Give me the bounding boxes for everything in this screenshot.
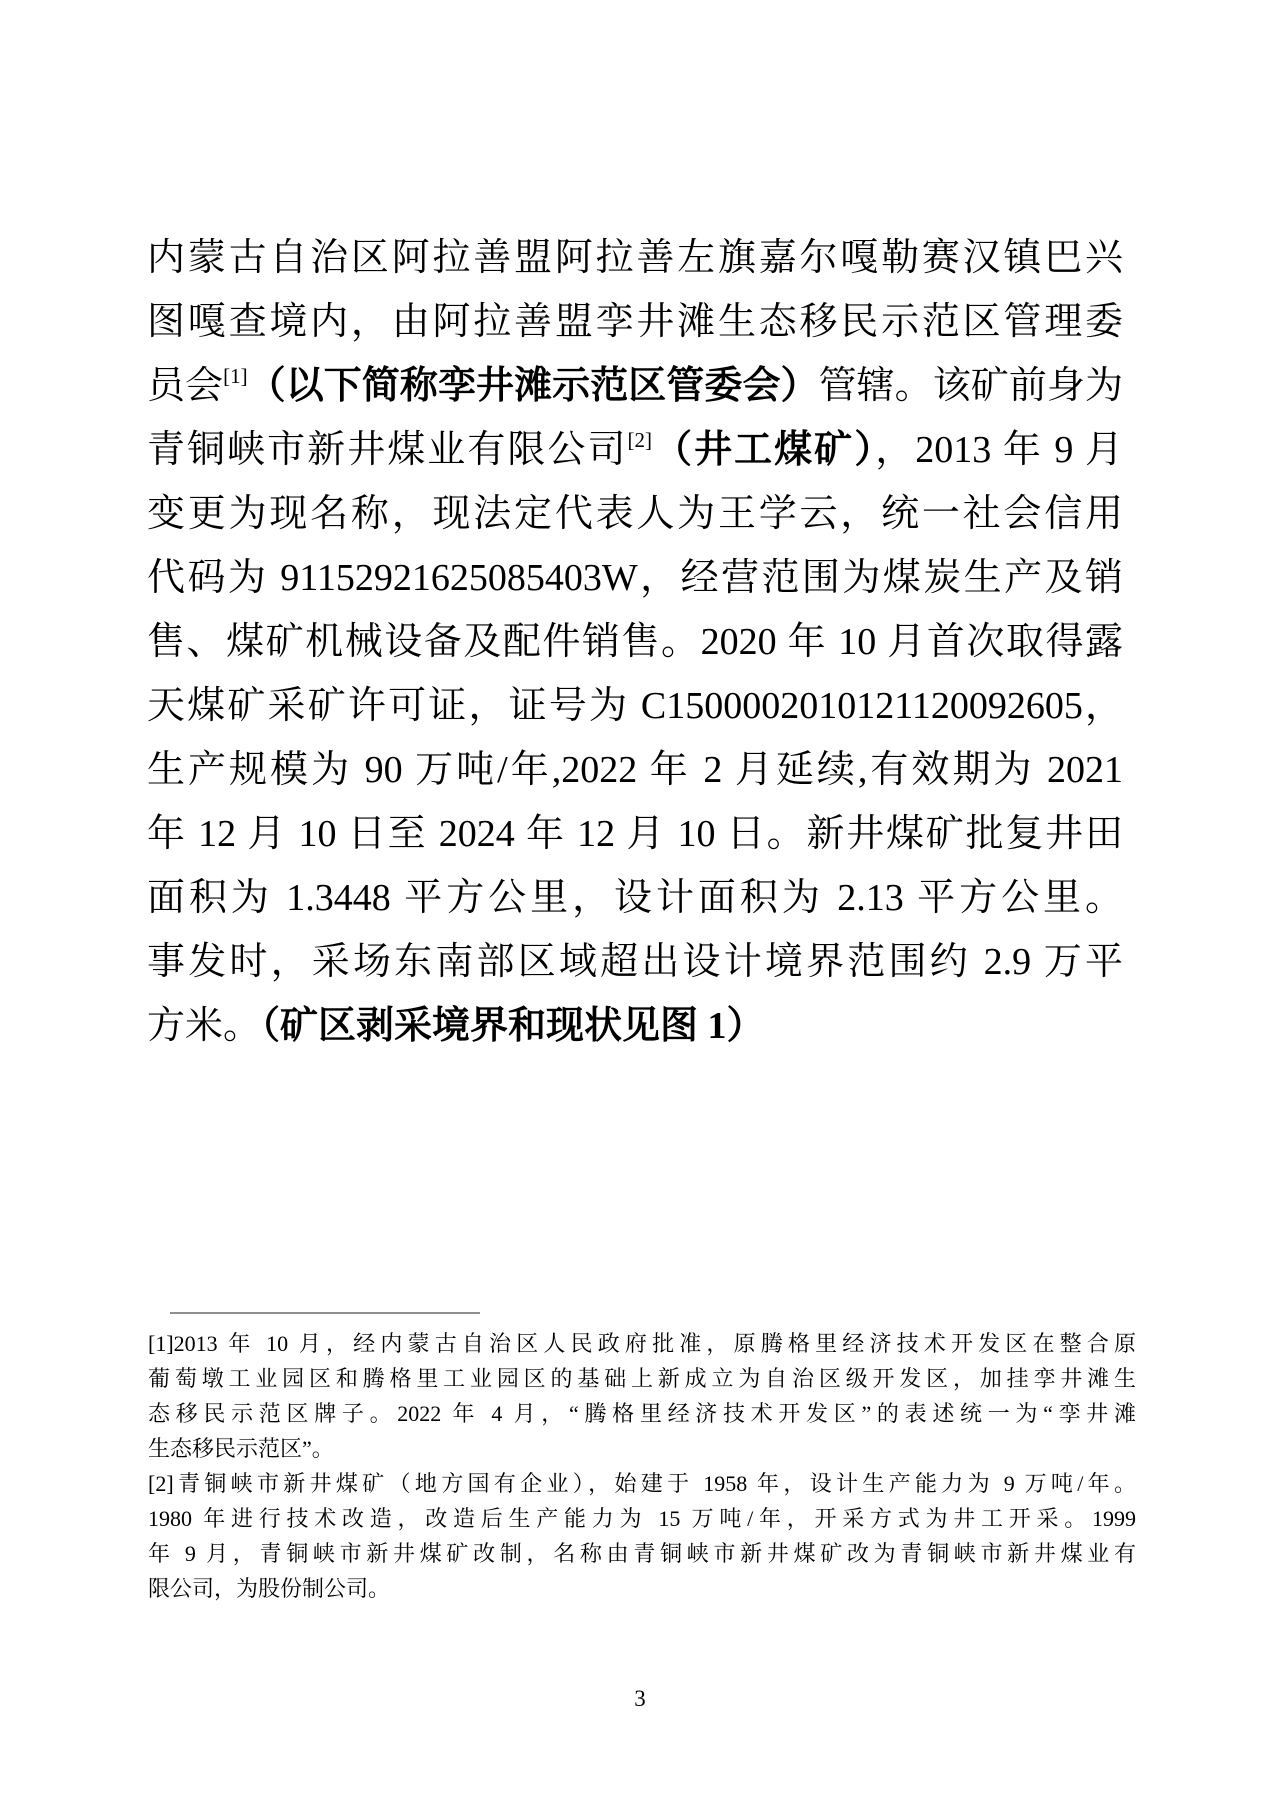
page-number: 3 — [634, 1686, 646, 1711]
body-text-segment: 生产规模为 90 万吨/年,2022 年 2 月延续,有效期为 2021 — [147, 749, 1123, 791]
footnote-ref-marker-2: [2] — [627, 428, 652, 452]
body-text-segment: ，2013 年 9 月 — [875, 429, 1123, 471]
body-paragraph — [147, 226, 1123, 1058]
body-text-segment: 员会 — [147, 365, 224, 407]
footnote-line: 态移民示范区牌子。2022 年 4 月，“腾格里经济技术开发区”的表述统一为“孪井滩 — [148, 1401, 1136, 1426]
body-line — [147, 354, 1123, 418]
footnote-line: 限公司，为股份制公司。 — [148, 1576, 391, 1601]
footnote-ref-marker-1: [1] — [223, 364, 248, 388]
body-text-segment: 管辖。该矿前身为 — [818, 365, 1123, 407]
body-line — [147, 994, 1123, 1058]
body-line — [147, 546, 1123, 610]
body-line — [147, 226, 1123, 290]
body-line — [147, 802, 1123, 866]
body-line — [147, 482, 1123, 546]
body-text-segment: （矿区剥采境界和现状见图 1） — [261, 1005, 765, 1047]
footnote-line: [2]青铜峡市新井煤矿（地方国有企业），始建于 1958 年，设计生产能力为 9 万吨/年。 — [148, 1471, 1136, 1496]
footnote-line: 生态移民示范区”。 — [148, 1436, 334, 1461]
footnote-line: [1]2013 年 10 月，经内蒙古自治区人民政府批准，原腾格里经济技术开发区在整合原 — [148, 1331, 1136, 1356]
body-line — [147, 738, 1123, 802]
body-text-segment: 售、煤矿机械设备及配件销售。2020 年 10 月首次取得露 — [147, 621, 1123, 663]
body-text-segment: 内蒙古自治区阿拉善盟阿拉善左旗嘉尔嘎勒赛汉镇巴兴 — [147, 237, 1123, 279]
footnote-line: 年 9 月，青铜峡市新井煤矿改制，名称由青铜峡市新井煤矿改为青铜峡市新井煤业有 — [148, 1541, 1136, 1566]
body-text-segment: 年 12 月 10 日至 2024 年 12 月 10 日。新井煤矿批复井田 — [147, 813, 1123, 855]
body-text-segment: 面积为 1.3448 平方公里，设计面积为 2.13 平方公里。 — [147, 877, 1123, 919]
body-line — [147, 930, 1123, 994]
body-line — [147, 674, 1123, 738]
body-text-segment: 事发时，采场东南部区域超出设计境界范围约 2.9 万平 — [147, 941, 1123, 983]
footnotes — [148, 1326, 1136, 1606]
footnote-separator — [170, 1312, 480, 1314]
body-line — [147, 290, 1123, 354]
body-text-segment: （以下简称孪井滩示范区管委会） — [247, 365, 819, 407]
body-line — [147, 418, 1123, 482]
body-text-segment: 图嘎查境内，由阿拉善盟孪井滩生态移民示范区管理委 — [147, 301, 1123, 343]
body-line — [147, 610, 1123, 674]
footnote-line: 1980 年进行技术改造，改造后生产能力为 15 万吨/年，开采方式为井工开采。1999 — [148, 1506, 1136, 1531]
body-text-segment: （井工煤矿） — [651, 429, 876, 471]
footnote-line: 葡萄墩工业园区和腾格里工业园区的基础上新成立为自治区级开发区，加挂孪井滩生 — [148, 1366, 1136, 1391]
body-text-segment: 天煤矿采矿许可证，证号为 C1500002010121120092605， — [147, 685, 1123, 727]
body-text-segment: 变更为现名称，现法定代表人为王学云，统一社会信用 — [147, 493, 1123, 535]
body-line — [147, 866, 1123, 930]
body-text-segment: 方米。 — [147, 1005, 262, 1047]
body-text-segment: 代码为 91152921625085403W，经营范围为煤炭生产及销 — [147, 557, 1123, 599]
body-text-segment: 青铜峡市新井煤业有限公司 — [147, 429, 628, 471]
